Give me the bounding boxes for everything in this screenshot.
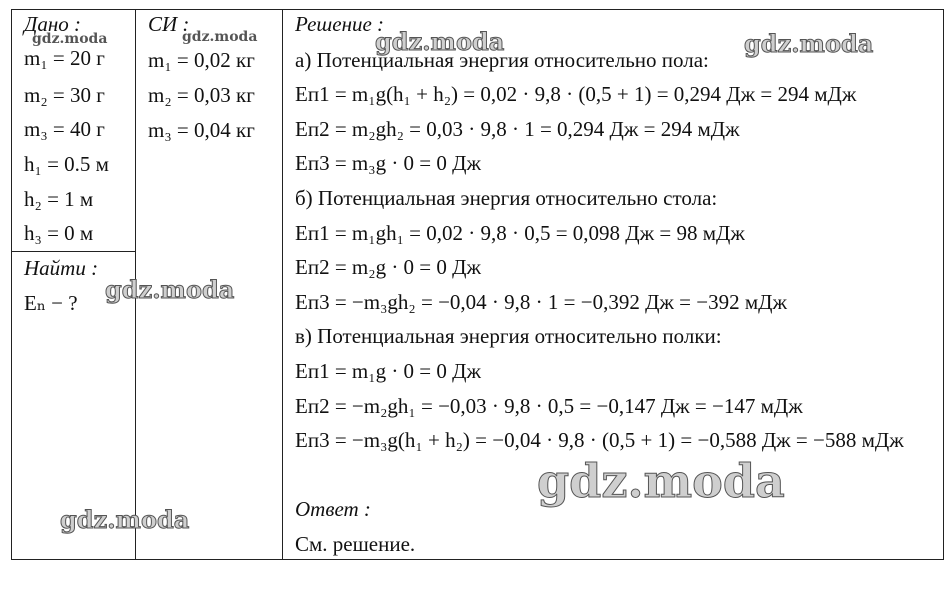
find-item: Eₙ − ?: [24, 291, 78, 315]
given-item: m₃ = 40 г: [24, 117, 105, 141]
watermark: gdz.moda: [537, 454, 785, 508]
given-item: h₁ = 0.5 м: [24, 152, 109, 176]
watermark: gdz.moda: [32, 31, 108, 47]
given-item: m₂ = 30 г: [24, 83, 105, 107]
answer-header: Ответ :: [295, 497, 371, 521]
given-header: Дано :: [24, 12, 82, 36]
solution-line: Eп2 = m₂g · 0 = 0 Дж: [295, 255, 481, 279]
solution-line: б) Потенциальная энергия относительно стола:: [295, 186, 718, 210]
solution-line: а) Потенциальная энергия относительно пола:: [295, 48, 709, 72]
solution-line: Eп1 = m₁g · 0 = 0 Дж: [295, 359, 481, 383]
answer-text: См. решение.: [295, 532, 416, 556]
solution-line: Eп1 = m₁g(h₁ + h₂) = 0,02 · 9,8 · (0,5 + 1) = 0,294 Дж = 294 мДж: [295, 82, 857, 106]
watermark: gdz.moda: [375, 27, 505, 56]
solution-line: Eп3 = −m₃gh₂ = −0,04 · 9,8 · 1 = −0,392 Дж = −392 мДж: [295, 290, 787, 314]
si-item: m₂ = 0,03 кг: [148, 83, 255, 107]
given-item: h₃ = 0 м: [24, 221, 94, 245]
watermark: gdz.moda: [60, 505, 190, 534]
solution-line: в) Потенциальная энергия относительно полки:: [295, 324, 722, 348]
watermark: gdz.moda: [744, 29, 874, 58]
watermark: gdz.moda: [182, 29, 258, 45]
given-find-divider: [12, 251, 135, 252]
solution-table: [11, 9, 944, 560]
given-item: m₁ = 20 г: [24, 46, 105, 70]
solution-line: Eп3 = m₃g · 0 = 0 Дж: [295, 151, 481, 175]
solution-line: Eп2 = m₂gh₂ = 0,03 · 9,8 · 1 = 0,294 Дж = 294 мДж: [295, 117, 740, 141]
column-divider-2: [282, 10, 283, 559]
solution-line: Eп3 = −m₃g(h₁ + h₂) = −0,04 · 9,8 · (0,5 + 1) = −0,588 Дж = −588 мДж: [295, 428, 904, 452]
watermark: gdz.moda: [105, 275, 235, 304]
solution-line: Eп1 = m₁gh₁ = 0,02 · 9,8 · 0,5 = 0,098 Дж = 98 мДж: [295, 221, 745, 245]
given-item: h₂ = 1 м: [24, 187, 94, 211]
solution-header: Решение :: [295, 12, 385, 36]
si-header: СИ :: [148, 12, 190, 36]
si-item: m₁ = 0,02 кг: [148, 48, 255, 72]
si-item: m₃ = 0,04 кг: [148, 118, 255, 142]
solution-line: Eп2 = −m₂gh₁ = −0,03 · 9,8 · 0,5 = −0,147 Дж = −147 мДж: [295, 394, 803, 418]
find-header: Найти :: [24, 256, 99, 280]
